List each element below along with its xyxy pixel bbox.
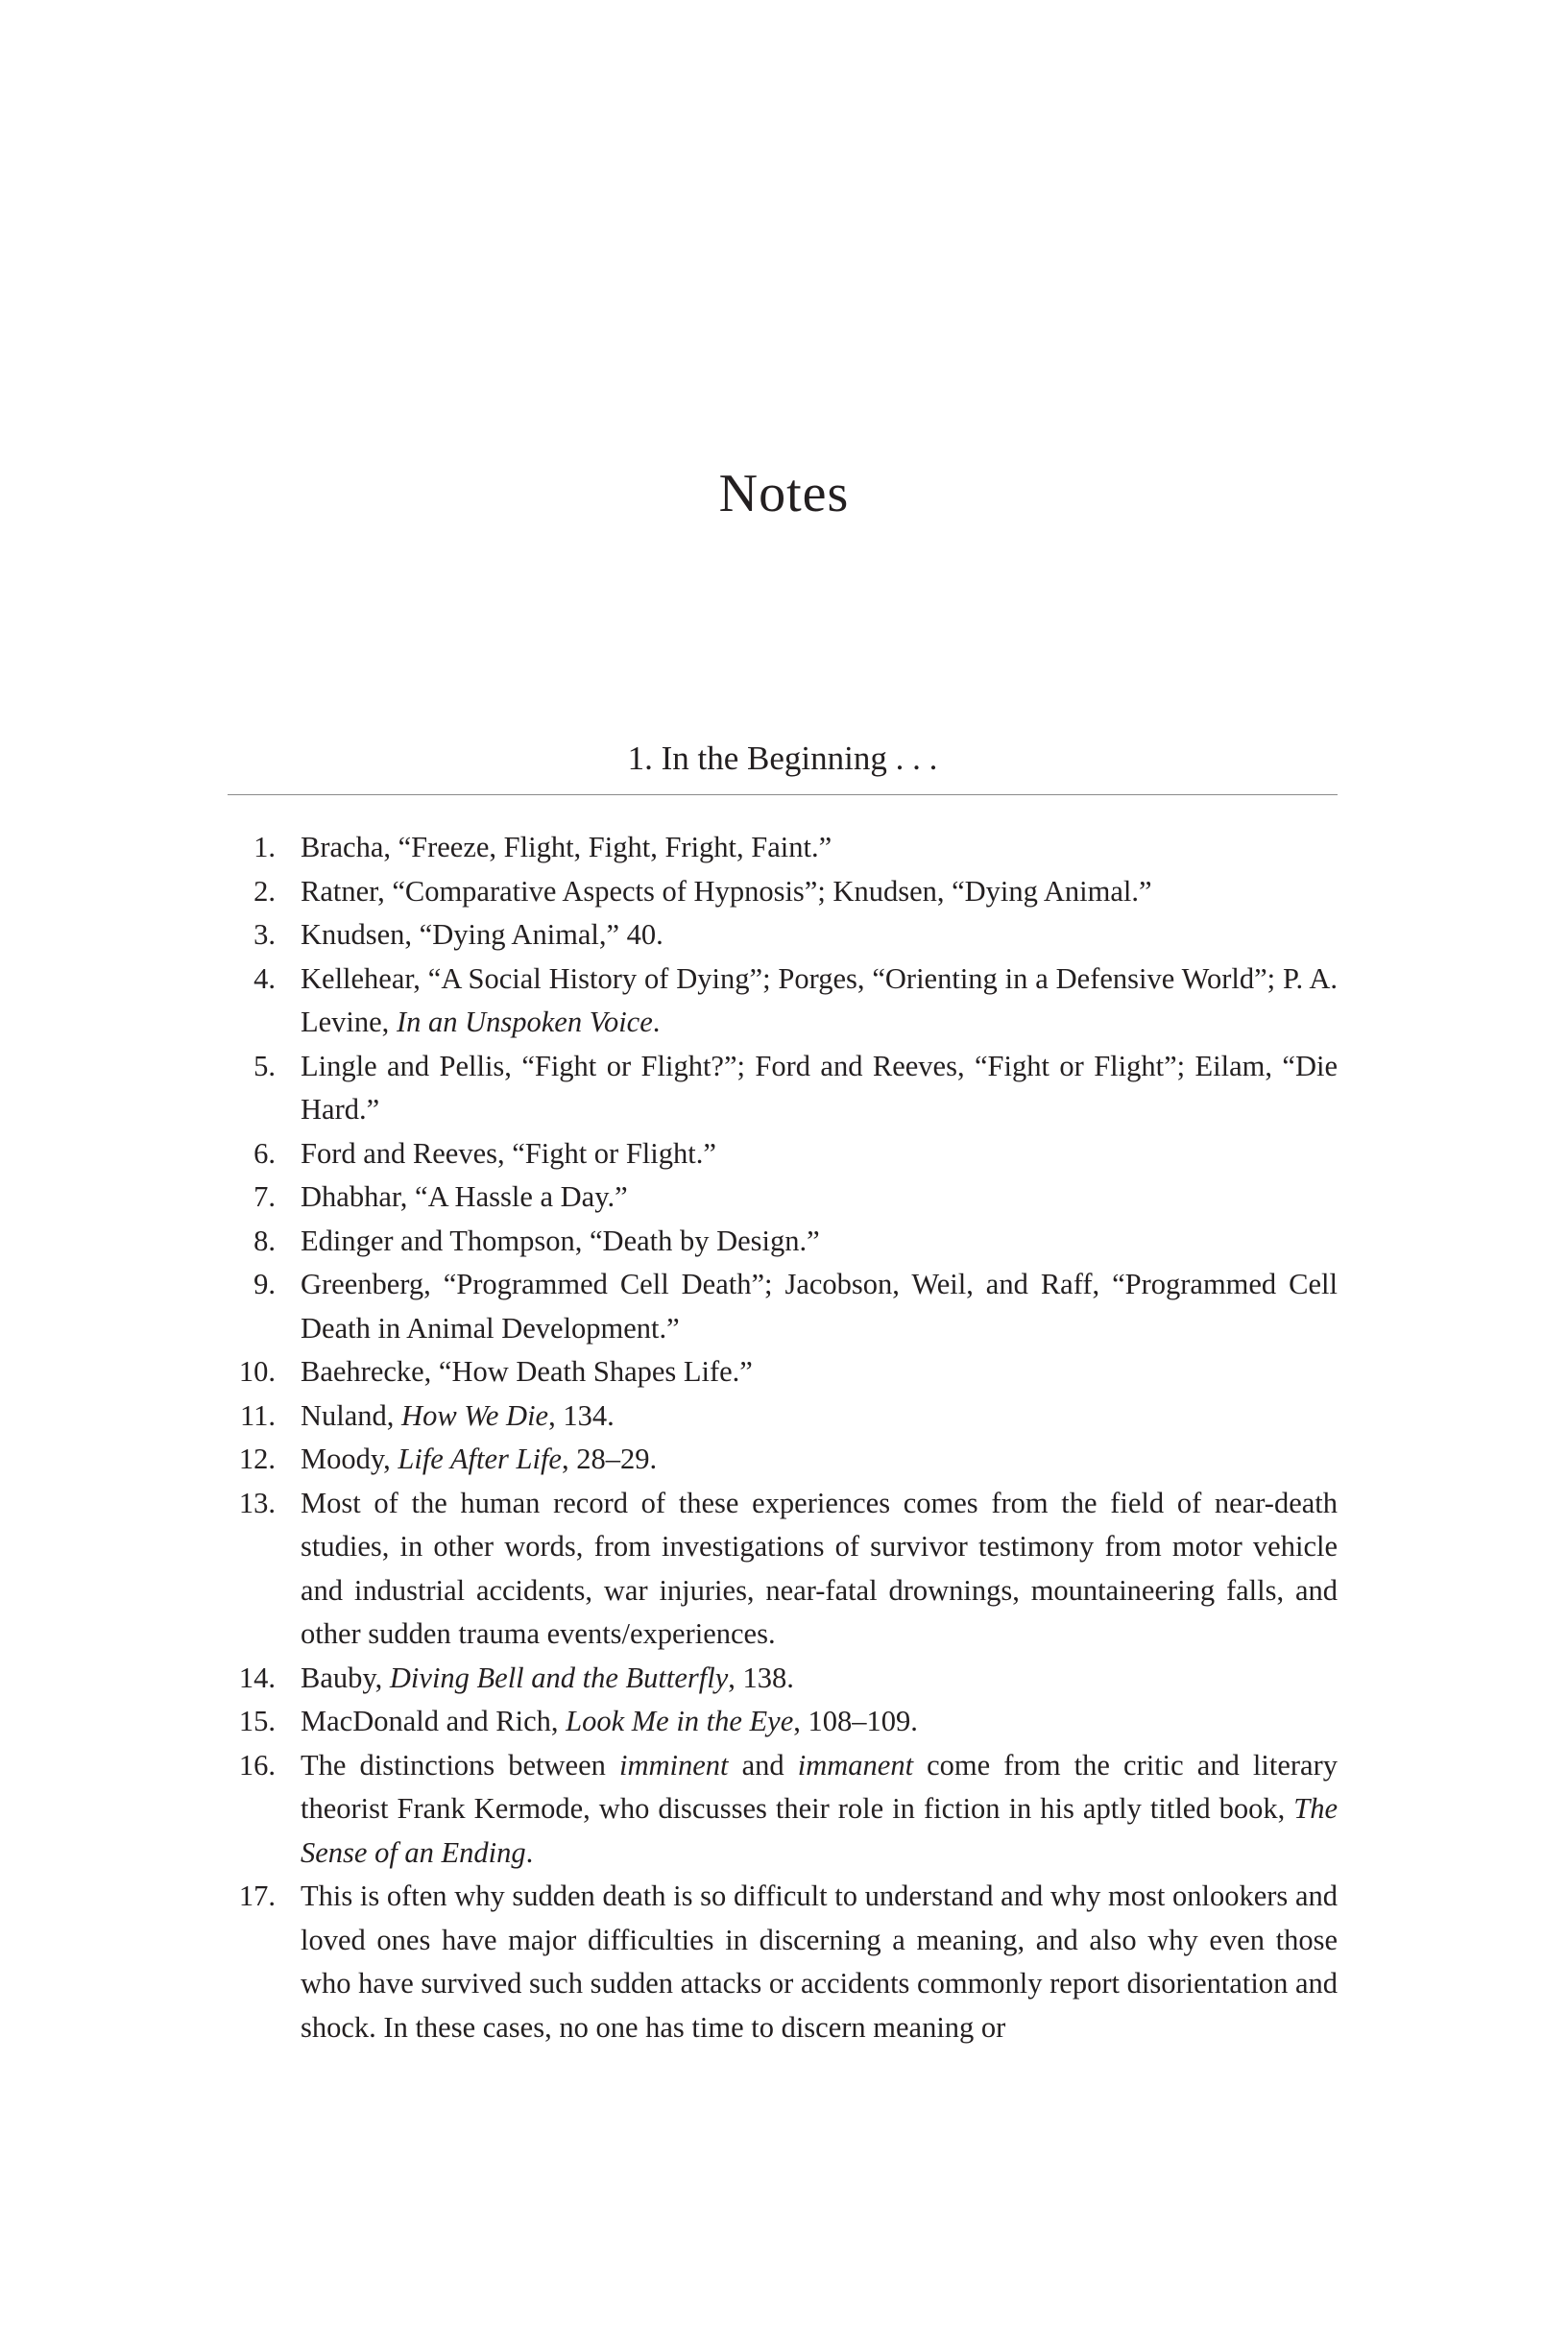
note-italic-title: Diving Bell and the Butterfly [389, 1661, 729, 1694]
note-text [301, 962, 1338, 1039]
note-text-run: , 138. [728, 1661, 794, 1694]
note-item [228, 1350, 1338, 1394]
note-item [228, 958, 1338, 1045]
note-item [228, 1220, 1338, 1264]
note-text [301, 1443, 657, 1475]
note-text [301, 875, 1152, 908]
note-number: 7. [253, 1180, 276, 1213]
note-italic-title: Life After Life [398, 1443, 562, 1475]
note-number: 2. [253, 874, 276, 908]
note-item [228, 1875, 1338, 2049]
note-item [228, 1045, 1338, 1132]
note-text-run: Ford and Reeves, “Fight or Flight.” [301, 1136, 716, 1170]
note-text [301, 1879, 1338, 2044]
note-text [301, 1399, 615, 1432]
note-text-run: . [652, 1006, 661, 1038]
note-text [301, 1705, 918, 1737]
notes-section [228, 735, 1338, 2049]
note-text [301, 1224, 820, 1257]
note-text-run: This is often why sudden death is so difficult to understand and why most onlookers and loved ones have major difficulties in discerning a meaning, and also why even those who have survived such sudden attacks or accidents commonly report disorientation and shock. In these cases, no one has time to discern meaning or [301, 1879, 1338, 2044]
note-italic-title: How We Die [401, 1398, 549, 1432]
note-number: 1. [253, 831, 276, 863]
note-italic-title: Look Me in the Eye [566, 1705, 794, 1737]
note-item [228, 913, 1338, 958]
note-text [301, 1661, 794, 1694]
note-text [301, 1180, 628, 1213]
note-number: 10. [238, 1355, 276, 1388]
note-text-run: , 108–109. [793, 1705, 918, 1737]
note-number: 6. [253, 1136, 276, 1170]
note-italic-title: The Sense of an Ending [301, 1792, 1338, 1869]
note-text-run: Bracha, “Freeze, Flight, Fight, Fright, Faint.” [301, 831, 832, 863]
note-item [228, 1744, 1338, 1876]
note-text-run: The distinctions between [301, 1748, 619, 1782]
note-text-run: and [728, 1748, 798, 1782]
note-text [301, 1749, 1338, 1869]
note-italic-title: immanent [797, 1748, 914, 1782]
note-number: 4. [253, 961, 276, 995]
note-text-run: , 28–29. [561, 1443, 658, 1475]
note-item [228, 1176, 1338, 1220]
note-text-run: Bauby, [301, 1661, 390, 1694]
note-item [228, 1394, 1338, 1439]
note-text-run: Knudsen, “Dying Animal,” 40. [301, 918, 663, 951]
note-text-run: Lingle and Pellis, “Fight or Flight?”; Ford and Reeves, “Fight or Flight”; Eilam, “Die Hard.” [301, 1049, 1338, 1126]
note-number: 15. [238, 1705, 276, 1737]
note-number: 12. [238, 1443, 276, 1475]
note-item [228, 1482, 1338, 1657]
note-number: 16. [238, 1748, 276, 1782]
note-text-run: MacDonald and Rich, [301, 1705, 567, 1737]
note-item [228, 1438, 1338, 1482]
heading-rule [228, 794, 1338, 795]
note-text-run: Nuland, [301, 1398, 402, 1432]
note-text [301, 918, 663, 951]
note-number: 13. [238, 1486, 276, 1519]
note-number: 8. [253, 1224, 276, 1257]
note-text [301, 1487, 1338, 1651]
note-italic-title: In an Unspoken Voice [396, 1006, 653, 1038]
note-text-run: Dhabhar, “A Hassle a Day.” [301, 1180, 628, 1213]
note-text [301, 1137, 716, 1170]
note-text-run: Ratner, “Comparative Aspects of Hypnosis”; Knudsen, “Dying Animal.” [301, 874, 1152, 908]
note-number: 11. [240, 1398, 276, 1432]
note-text-run: Most of the human record of these experiences comes from the field of near-death studies, in other words, from investigations of survivor testimony from motor vehicle and industrial accidents, war injuries, near-fatal drownings, mountaineering falls, and other sudden trauma events/experiences. [301, 1486, 1338, 1650]
note-text [301, 1268, 1338, 1345]
note-item [228, 870, 1338, 914]
page-title: Notes [718, 464, 850, 523]
note-item [228, 1657, 1338, 1701]
note-text-run: Greenberg, “Programmed Cell Death”; Jacobson, Weil, and Raff, “Programmed Cell Death in Animal Development.” [301, 1268, 1338, 1345]
note-number: 17. [238, 1879, 276, 1912]
note-text [301, 831, 832, 863]
note-item [228, 1263, 1338, 1350]
note-text-run: come from the critic and literary theorist Frank Kermode, who discusses their role in fiction in his aptly titled book, [301, 1748, 1338, 1825]
note-text [301, 1050, 1338, 1127]
chapter-heading: 1. In the Beginning . . . [627, 740, 938, 777]
notes-list [228, 826, 1338, 2049]
note-text [301, 1355, 753, 1388]
note-number: 14. [238, 1661, 276, 1694]
note-text-run: Baehrecke, “How Death Shapes Life.” [301, 1355, 753, 1388]
note-number: 9. [253, 1268, 276, 1300]
note-text-run: . [525, 1835, 534, 1869]
note-item [228, 1132, 1338, 1176]
note-item [228, 1700, 1338, 1744]
note-number: 5. [253, 1049, 276, 1082]
note-italic-title: imminent [618, 1748, 729, 1782]
note-text-run: , 134. [548, 1398, 615, 1432]
note-text-run: Moody, [301, 1443, 398, 1475]
note-number: 3. [253, 918, 276, 951]
note-text-run: Kellehear, “A Social History of Dying”; Porges, “Orienting in a Defensive World”; P. A. Levine, [301, 961, 1338, 1038]
note-item [228, 826, 1338, 870]
note-text-run: Edinger and Thompson, “Death by Design.” [301, 1224, 820, 1257]
